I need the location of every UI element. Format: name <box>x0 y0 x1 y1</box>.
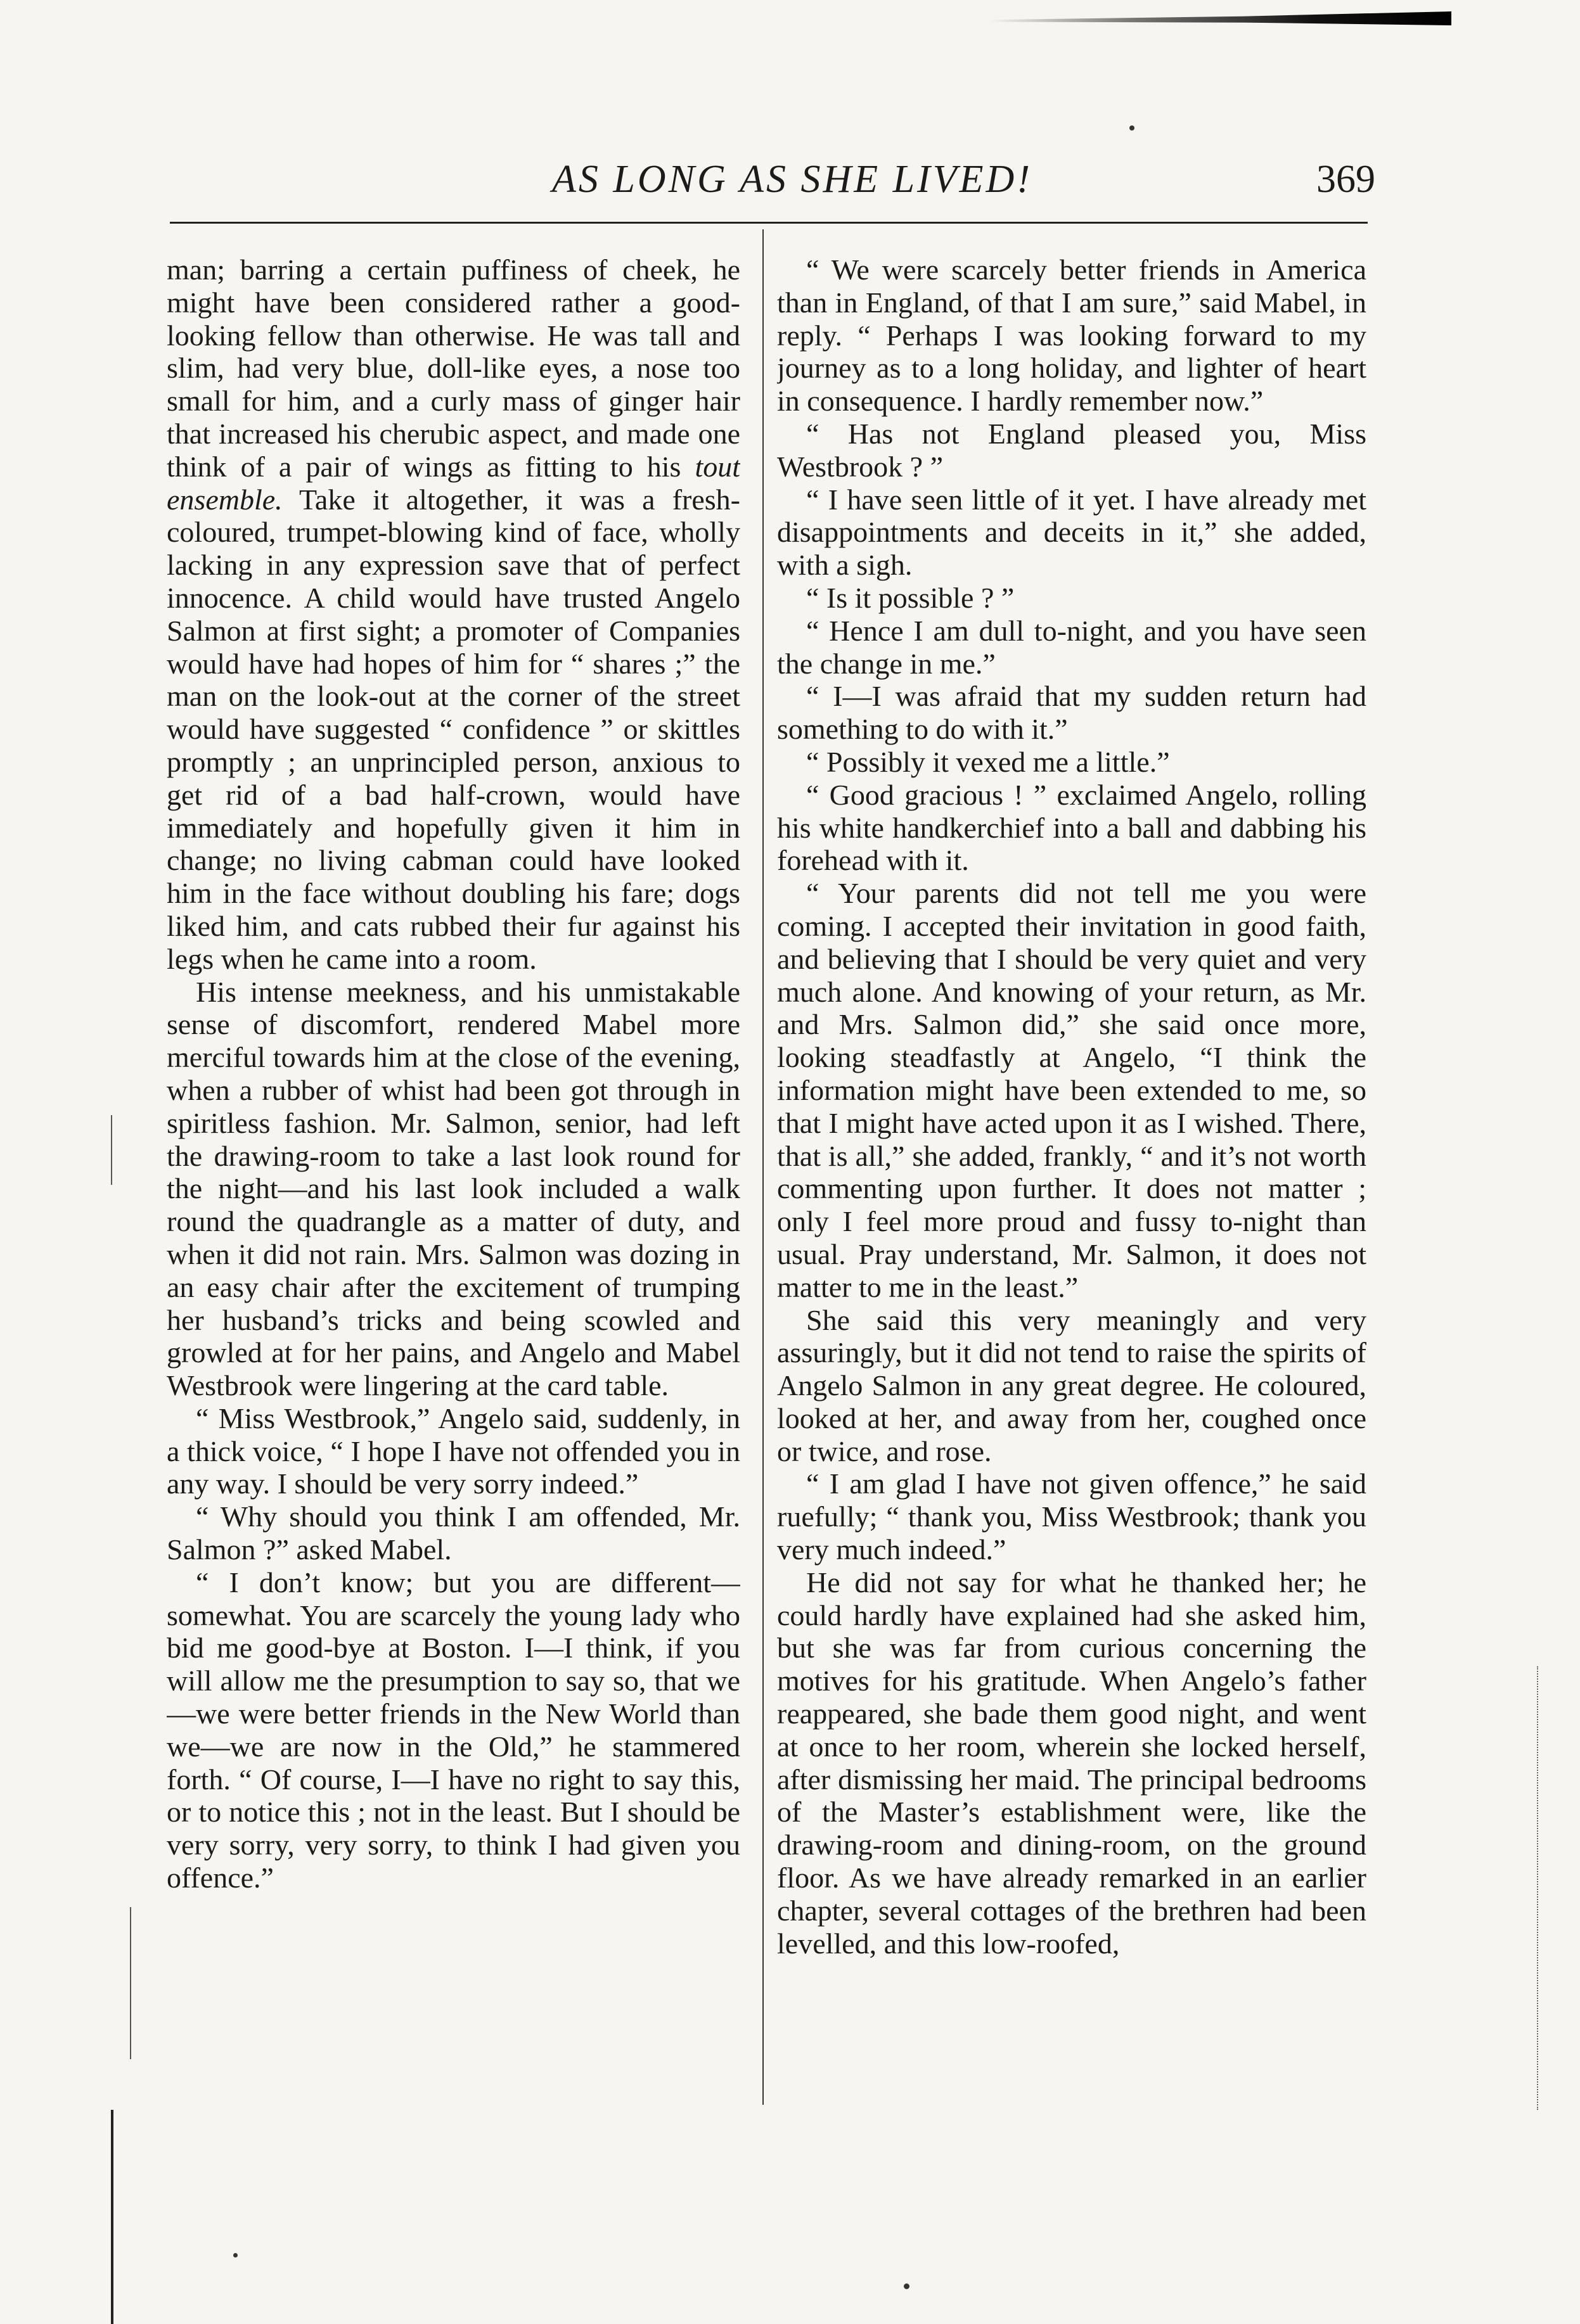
paragraph: “ Your parents did not tell me you were coming. I accepted their invitation in good faith, and believing that I should be very quiet and very much alone. And knowing of your return, as Mr. and Mrs. Salmon did,” she said once more, looking steadfastly at Angelo, “I think the information might have been extended to me, so that I might have acted upon it as I wished. There, that is all,” she added, frankly, “ and it’s not worth commenting upon further. It does not matter ; only I feel more proud and fussy to-night than usual. Pray understand, Mr. Salmon, it does not matter to me in the least.” <box>777 877 1366 1303</box>
paragraph: man; barring a certain puffiness of cheek, he might have been considered rather a good-looking fellow than otherwise. He was tall and slim, had very blue, doll-like eyes, a nose too small for him, and a curly mass of ginger hair that increased his cherubic aspect, and made one think of a pair of wings as fitting to his tout ensemble. Take it altogether, it was a fresh-coloured, trumpet-blowing kind of face, wholly lacking in any expression save that of perfect innocence. A child would have trusted Angelo Salmon at first sight; a promoter of Companies would have had hopes of him for “ shares ;” the man on the look-out at the corner of the street would have suggested “ confidence ” or skittles promptly ; an unprincipled person, anxious to get rid of a bad half-crown, would have immediately and hopefully given it him in change; no living cabman could have looked him in the face without doubling his fare; dogs liked him, and cats rubbed their fur against his legs when he came into a room. <box>167 253 740 975</box>
paragraph: His intense meekness, and his unmistakable sense of discomfort, rendered Mabel more merciful towards him at the close of the evening, when a rubber of whist had been got through in spiritless fashion. Mr. Salmon, senior, had left the drawing-room to take a last look round for the night—and his last look included a walk round the quadrangle as a matter of duty, and when it did not rain. Mrs. Salmon was dozing in an easy chair after the excitement of trumping her husband’s tricks and being scowled and growled at for her pains, and Angelo and Mabel Westbrook were lingering at the card table. <box>167 975 740 1402</box>
left-column <box>167 253 740 2116</box>
paragraph: “ Is it possible ? ” <box>806 581 1015 614</box>
paragraph: “ We were scarcely better friends in America than in England, of that I am sure,” said Mabel, in reply. “ Perhaps I was looking forward to my journey as to a long holiday, and lighter of heart in consequence. I hardly remember now.” <box>777 253 1366 418</box>
right-column <box>777 253 1366 2116</box>
page-number: 369 <box>1316 158 1375 201</box>
paragraph: “ Has not England pleased you, Miss Westbrook ? ” <box>777 417 1366 483</box>
speck <box>233 2253 238 2257</box>
paragraph: “ Good gracious ! ” exclaimed Angelo, rolling his white handkerchief into a ball and dabbing his forehead with it. <box>777 778 1366 877</box>
paragraph: “ Possibly it vexed me a little.” <box>806 745 1170 778</box>
left-margin-mark <box>111 1115 112 1185</box>
paragraph: He did not say for what he thanked her; he could hardly have explained had she asked him, but she was far from curious concerning the motives for his gratitude. When Angelo’s father reappeared, she bade them good night, and went at once to her room, wherein she locked herself, after dismissing her maid. The principal bedrooms of the Master’s establishment were, like the drawing-room and dining-room, on the ground floor. As we have already remarked in an earlier chapter, several cottages of the brethren had been levelled, and this low-roofed, <box>777 1566 1366 1960</box>
column-divider <box>762 229 764 2105</box>
header-rule <box>170 222 1368 224</box>
paragraph: “ I am glad I have not given offence,” he said ruefully; “ thank you, Miss Westbrook; thank you very much indeed.” <box>777 1467 1366 1566</box>
paragraph: “ Hence I am dull to-night, and you have seen the change in me.” <box>777 614 1366 680</box>
paragraph: “ Why should you think I am offended, Mr. Salmon ?” asked Mabel. <box>167 1500 740 1566</box>
paragraph: “ Miss Westbrook,” Angelo said, suddenly, in a thick voice, “ I hope I have not offended you in any way. I should be very sorry indeed.” <box>167 1401 740 1500</box>
paragraph: She said this very meaningly and very assuringly, but it did not tend to raise the spirits of Angelo Salmon in any great degree. He coloured, looked at her, and away from her, coughed once or twice, and rose. <box>777 1303 1366 1467</box>
running-title: AS LONG AS SHE LIVED! <box>552 158 1032 201</box>
speck <box>904 2283 909 2289</box>
left-margin-mark <box>111 2110 113 2324</box>
left-margin-mark <box>130 1907 131 2059</box>
running-head <box>0 151 1580 208</box>
top-printer-rule <box>989 11 1451 25</box>
paragraph: “ I—I was afraid that my sudden return had something to do with it.” <box>777 680 1366 746</box>
right-margin-mark <box>1537 1666 1538 2110</box>
paragraph: “ I have seen little of it yet. I have already met disappointments and deceits in it,” she added, with a sigh. <box>777 483 1366 582</box>
speck <box>1129 125 1134 131</box>
italic-phrase: tout ensemble. <box>167 450 740 516</box>
paragraph: “ I don’t know; but you are different—somewhat. You are scarcely the young lady who bid me good-bye at Boston. I—I think, if you will allow me the presumption to say so, that we—we were better friends in the New World than we—we are now in the Old,” he stammered forth. “ Of course, I—I have no right to say this, or to notice this ; not in the least. But I should be very sorry, very sorry, to think I had given you offence.” <box>167 1566 740 1894</box>
